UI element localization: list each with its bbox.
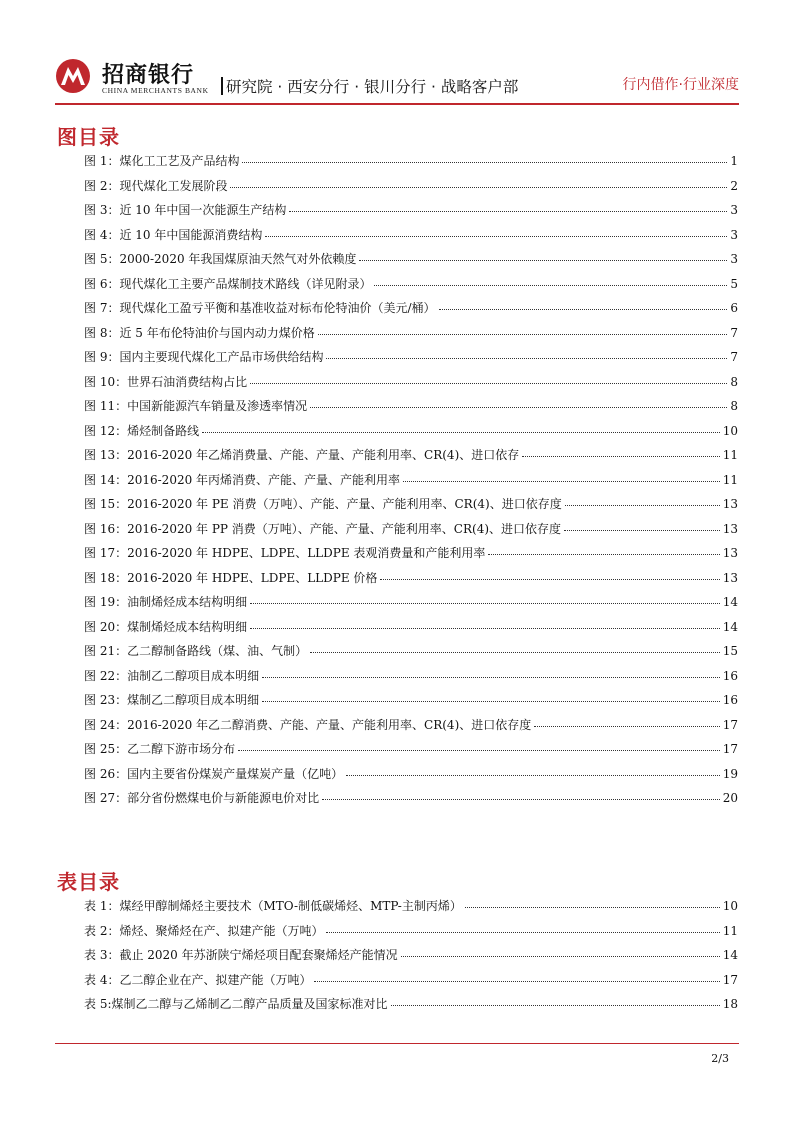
- toc-entry-page: 20: [722, 791, 738, 805]
- toc-entry-page: 16: [722, 693, 738, 707]
- toc-entry[interactable]: [84, 471, 738, 496]
- toc-entry[interactable]: [84, 520, 738, 545]
- toc-entry-label: 图 14：2016-2020 年丙烯消费、产能、产量、产能利用率: [84, 472, 401, 487]
- toc-entry-page: 13: [722, 546, 738, 560]
- toc-entry-label: 图 17：2016-2020 年 HDPE、LDPE、LLDPE 表观消费量和产能利用率: [84, 546, 486, 560]
- toc-entry[interactable]: [84, 740, 738, 765]
- dot-leader: [439, 309, 728, 310]
- toc-entry-label: 图 23：煤制乙二醇项目成本明细: [84, 693, 260, 707]
- toc-entry-label: 图 5：2000-2020 年我国煤原油天然气对外依赖度: [84, 252, 357, 266]
- page-number: 2/3: [711, 1052, 729, 1065]
- toc-entry-label: 图 7：现代煤化工盈亏平衡和基准收益对标布伦特油价（美元/桶）: [84, 301, 436, 315]
- toc-entry-label: 表 1：煤经甲醇制烯烃主要技术（MTO-制低碳烯烃、MTP-主制丙烯）: [84, 899, 462, 913]
- toc-entry-page: 11: [722, 448, 738, 462]
- toc-entry-label: 图 10：世界石油消费结构占比: [84, 374, 248, 389]
- dot-leader: [522, 456, 719, 457]
- toc-entry-page: 18: [722, 997, 738, 1011]
- dot-leader: [262, 701, 720, 702]
- toc-entry-page: 10: [722, 423, 738, 438]
- toc-entry[interactable]: [84, 765, 738, 790]
- tables-title: 表目录: [57, 870, 120, 894]
- toc-entry-page: 13: [722, 570, 738, 585]
- toc-entry[interactable]: [84, 691, 738, 716]
- toc-entry-page: 10: [722, 899, 738, 913]
- toc-entry-label: 表 3：截止 2020 年苏浙陕宁烯烃项目配套聚烯烃产能情况: [84, 948, 398, 962]
- toc-entry-label: 图 13：2016-2020 年乙烯消费量、产能、产量、产能利用率、CR(4)、进口依存: [84, 448, 520, 462]
- toc-entry-page: 7: [730, 325, 738, 340]
- footer-rule: [55, 1043, 739, 1044]
- toc-entry-label: 图 9：国内主要现代煤化工产品市场供给结构: [84, 350, 324, 364]
- dot-leader: [403, 481, 720, 482]
- toc-entry[interactable]: [84, 544, 738, 569]
- dot-leader: [238, 750, 720, 751]
- toc-entry-label: 图 26：国内主要省份煤炭产量煤炭产量（亿吨）: [84, 766, 344, 781]
- figures-title: 图目录: [57, 125, 120, 149]
- department-line: [221, 75, 518, 97]
- dot-leader: [262, 677, 720, 678]
- toc-entry[interactable]: [84, 446, 738, 471]
- toc-entry[interactable]: [84, 397, 738, 422]
- toc-entry-label: 表 4：乙二醇企业在产、拟建产能（万吨）: [84, 972, 312, 987]
- toc-entry[interactable]: [84, 618, 738, 643]
- toc-entry-label: 表 5:煤制乙二醇与乙烯制乙二醇产品质量及国家标准对比: [84, 997, 388, 1011]
- toc-entry[interactable]: [84, 789, 738, 814]
- toc-entry-page: 14: [722, 619, 738, 634]
- toc-entry[interactable]: [84, 373, 738, 398]
- toc-entry-label: 图 8：近 5 年布伦特油价与国内动力煤价格: [84, 325, 315, 340]
- toc-entry-label: 表 2：烯烃、聚烯烃在产、拟建产能（万吨）: [84, 923, 324, 938]
- toc-entry-label: 图 16：2016-2020 年 PP 消费（万吨）、产能、产量、产能利用率、CR(4)、进口依存度: [84, 521, 562, 536]
- toc-entry-label: 图 18：2016-2020 年 HDPE、LDPE、LLDPE 价格: [84, 570, 378, 585]
- toc-entry-page: 17: [722, 972, 738, 987]
- bank-name-en: CHINA MERCHANTS BANK: [102, 86, 209, 95]
- toc-entry-page: 7: [730, 350, 738, 364]
- toc-entry[interactable]: [84, 177, 738, 202]
- toc-entry-label: 图 25：乙二醇下游市场分布: [84, 742, 236, 756]
- toc-entry-label: 图 4：近 10 年中国能源消费结构: [84, 227, 263, 242]
- toc-entry[interactable]: [84, 275, 738, 300]
- toc-entry[interactable]: [84, 299, 738, 324]
- toc-entry-page: 19: [722, 766, 738, 781]
- toc-entry-page: 17: [722, 717, 738, 732]
- toc-entry-page: 13: [722, 521, 738, 536]
- dot-leader: [265, 236, 727, 237]
- toc-entry-page: 8: [730, 399, 738, 413]
- dot-leader: [310, 652, 720, 653]
- toc-entry-page: 13: [722, 497, 738, 511]
- toc-entry[interactable]: [84, 667, 738, 692]
- header-rule: [55, 103, 739, 105]
- figure-list: [84, 152, 738, 814]
- toc-entry-label: 图 19：油制烯烃成本结构明细: [84, 595, 248, 609]
- divider: [221, 77, 223, 95]
- document-type: 行内借作·行业深度: [622, 77, 739, 93]
- toc-entry[interactable]: [84, 897, 738, 922]
- bank-name-cn: 招商银行: [102, 63, 195, 88]
- dot-leader: [322, 799, 720, 800]
- toc-entry[interactable]: [84, 922, 738, 947]
- toc-entry[interactable]: [84, 593, 738, 618]
- dot-leader: [346, 775, 720, 776]
- dot-leader: [250, 603, 720, 604]
- cmb-logo-icon: [55, 58, 95, 94]
- toc-entry-page: 14: [722, 595, 738, 609]
- toc-entry[interactable]: [84, 422, 738, 447]
- toc-entry-page: 2: [730, 178, 738, 193]
- dot-leader: [465, 907, 720, 908]
- toc-entry[interactable]: [84, 495, 738, 520]
- toc-entry[interactable]: [84, 995, 738, 1020]
- dot-leader: [564, 530, 720, 531]
- toc-entry-page: 3: [730, 227, 738, 242]
- toc-entry-label: 图 2：现代煤化工发展阶段: [84, 178, 228, 193]
- toc-entry[interactable]: [84, 226, 738, 251]
- toc-entry-page: 11: [722, 923, 738, 938]
- toc-entry-page: 14: [722, 948, 738, 962]
- toc-entry-label: 图 6：现代煤化工主要产品煤制技术路线（详见附录）: [84, 276, 372, 291]
- dot-leader: [202, 432, 720, 433]
- toc-entry-page: 17: [722, 742, 738, 756]
- dot-leader: [326, 358, 727, 359]
- toc-entry-page: 6: [730, 301, 738, 315]
- toc-entry[interactable]: [84, 152, 738, 177]
- toc-entry[interactable]: [84, 716, 738, 741]
- toc-entry-page: 5: [730, 276, 738, 291]
- toc-entry-label: 图 24：2016-2020 年乙二醇消费、产能、产量、产能利用率、CR(4)、进口依存度: [84, 717, 532, 732]
- toc-entry[interactable]: [84, 201, 738, 226]
- toc-entry-page: 3: [730, 252, 738, 266]
- toc-entry[interactable]: [84, 971, 738, 996]
- dot-leader: [359, 260, 727, 261]
- toc-entry-label: 图 15：2016-2020 年 PE 消费（万吨）、产能、产量、产能利用率、CR(4)、进口依存度: [84, 497, 562, 511]
- department-text: 研究院 · 西安分行 · 银川分行 · 战略客户部: [226, 78, 519, 96]
- page-header: [55, 56, 739, 100]
- table-list: [84, 897, 738, 1020]
- dot-leader: [391, 1005, 720, 1006]
- dot-leader: [250, 628, 720, 629]
- toc-entry-label: 图 27：部分省份燃煤电价与新能源电价对比: [84, 791, 320, 805]
- dot-leader: [310, 407, 727, 408]
- toc-entry-page: 15: [722, 644, 738, 658]
- toc-entry-label: 图 21：乙二醇制备路线（煤、油、气制）: [84, 644, 308, 658]
- toc-entry[interactable]: [84, 348, 738, 373]
- toc-entry-page: 16: [722, 668, 738, 683]
- toc-entry-label: 图 11：中国新能源汽车销量及渗透率情况: [84, 399, 308, 413]
- toc-entry-label: 图 12：烯烃制备路线: [84, 423, 200, 438]
- dot-leader: [488, 554, 719, 555]
- toc-entry-label: 图 1：煤化工工艺及产品结构: [84, 154, 240, 168]
- toc-entry-label: 图 3：近 10 年中国一次能源生产结构: [84, 203, 287, 217]
- toc-entry[interactable]: [84, 569, 738, 594]
- toc-entry[interactable]: [84, 642, 738, 667]
- toc-entry-page: 11: [722, 472, 738, 487]
- dot-leader: [318, 334, 728, 335]
- toc-entry-page: 8: [730, 374, 738, 389]
- toc-entry[interactable]: [84, 946, 738, 971]
- toc-entry[interactable]: [84, 324, 738, 349]
- toc-entry-page: 3: [730, 203, 738, 217]
- dot-leader: [565, 505, 720, 506]
- dot-leader: [230, 187, 727, 188]
- dot-leader: [242, 162, 727, 163]
- dot-leader: [314, 981, 719, 982]
- dot-leader: [326, 932, 719, 933]
- dot-leader: [250, 383, 727, 384]
- dot-leader: [534, 726, 719, 727]
- dot-leader: [374, 285, 727, 286]
- toc-entry-label: 图 22：油制乙二醇项目成本明细: [84, 668, 260, 683]
- toc-entry-label: 图 20：煤制烯烃成本结构明细: [84, 619, 248, 634]
- dot-leader: [289, 211, 727, 212]
- toc-entry[interactable]: [84, 250, 738, 275]
- toc-entry-page: 1: [730, 154, 738, 168]
- dot-leader: [380, 579, 719, 580]
- dot-leader: [401, 956, 720, 957]
